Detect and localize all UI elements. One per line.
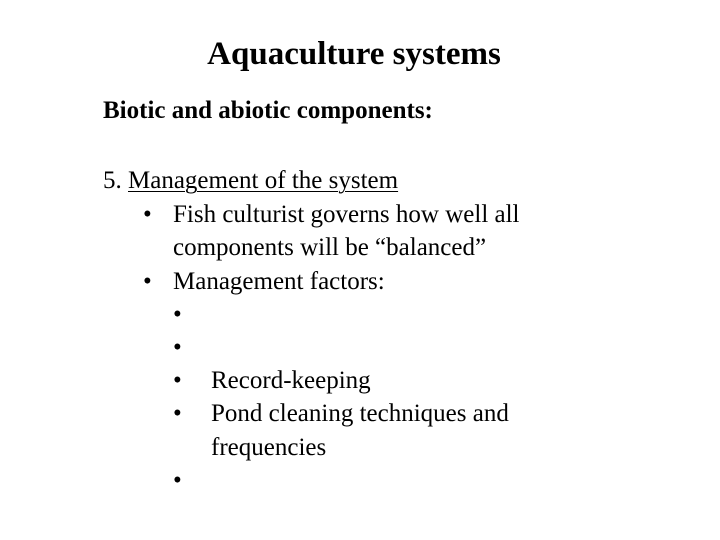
bullet-glyph: • [173,334,182,361]
bullet-glyph: • [173,367,182,394]
section-heading [103,164,398,198]
bullet-glyph: • [143,268,152,295]
bullet-text-line: components will be “balanced” [173,234,487,261]
slide-subtitle: Biotic and abiotic components: [103,97,433,124]
bullet-glyph: • [173,400,182,427]
section-heading-text: Management of the system [128,167,399,194]
bullet-text-line: Management factors: [173,268,385,295]
bullet-text-line: Fish culturist governs how well all [173,201,520,228]
sub-bullet-text: Record-keeping [211,367,371,394]
section-number: 5. [103,167,122,194]
bullet-glyph: • [173,301,182,328]
bullet-glyph: • [143,201,152,228]
sub-bullet-text: Pond cleaning techniques and [211,400,509,427]
slide-title: Aquaculture systems [207,36,501,72]
bullet-glyph: • [173,467,182,494]
sub-bullet-text: frequencies [211,434,327,461]
